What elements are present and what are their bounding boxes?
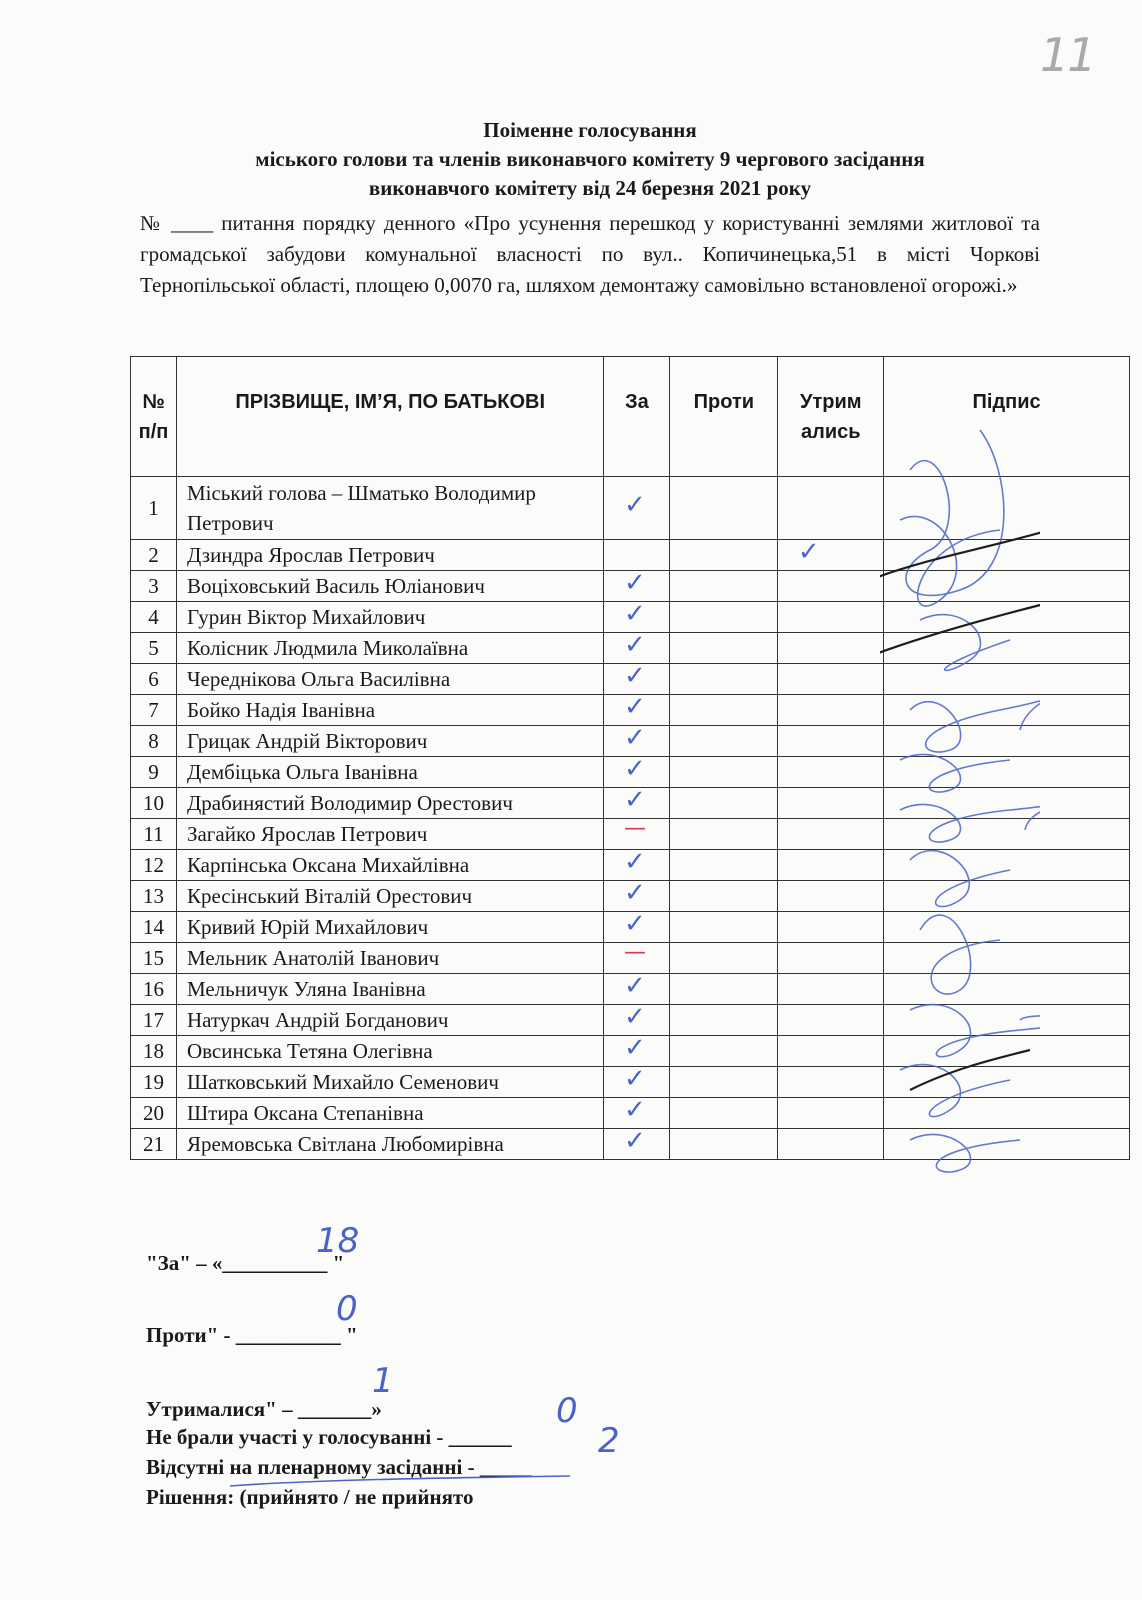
signatures-image bbox=[880, 410, 1040, 1190]
summary-against-value: 0 bbox=[336, 1289, 358, 1329]
row-against bbox=[670, 1098, 778, 1129]
row-against bbox=[670, 1129, 778, 1160]
row-num: 10 bbox=[131, 788, 177, 819]
row-against bbox=[670, 695, 778, 726]
row-num: 12 bbox=[131, 850, 177, 881]
summary-for-value: 18 bbox=[316, 1221, 360, 1261]
row-for bbox=[604, 912, 670, 943]
header-signature: Підпис bbox=[884, 357, 1130, 477]
row-against bbox=[670, 912, 778, 943]
dash-mark: — bbox=[623, 816, 646, 841]
summary-against: Проти" - __________ " bbox=[146, 1323, 358, 1347]
row-name: Дембіцька Ольга Іванівна bbox=[176, 757, 604, 788]
row-abstained bbox=[778, 850, 884, 881]
decision-underline bbox=[230, 1474, 570, 1488]
row-name: Мельничук Уляна Іванівна bbox=[176, 974, 604, 1005]
check-mark: ✓ bbox=[623, 599, 646, 629]
row-num: 19 bbox=[131, 1067, 177, 1098]
row-against bbox=[670, 540, 778, 571]
row-abstained bbox=[778, 943, 884, 974]
check-mark: ✓ bbox=[623, 785, 646, 815]
row-against bbox=[670, 819, 778, 850]
row-name: Воціховський Василь Юліанович bbox=[176, 571, 604, 602]
row-name: Мельник Анатолій Іванович bbox=[176, 943, 604, 974]
row-num: 14 bbox=[131, 912, 177, 943]
title-line-2: міського голови та членів виконавчого комітету 9 чергового засідання bbox=[255, 147, 925, 171]
summary-abstained-value: 1 bbox=[372, 1361, 394, 1401]
row-num: 21 bbox=[131, 1129, 177, 1160]
row-against bbox=[670, 850, 778, 881]
row-for bbox=[604, 1067, 670, 1098]
row-name: Загайко Ярослав Петрович bbox=[176, 819, 604, 850]
document-title bbox=[130, 116, 1050, 203]
row-against bbox=[670, 1036, 778, 1067]
check-mark: ✓ bbox=[623, 847, 646, 877]
row-num: 2 bbox=[131, 540, 177, 571]
row-num: 3 bbox=[131, 571, 177, 602]
row-num: 5 bbox=[131, 633, 177, 664]
row-abstained bbox=[778, 571, 884, 602]
row-against bbox=[670, 788, 778, 819]
row-against bbox=[670, 571, 778, 602]
row-abstained bbox=[778, 695, 884, 726]
check-mark: ✓ bbox=[623, 568, 646, 598]
row-abstained bbox=[778, 881, 884, 912]
row-for bbox=[604, 540, 670, 571]
title-line-3: виконавчого комітету від 24 березня 2021 року bbox=[368, 176, 812, 200]
row-name: Бойко Надія Іванівна bbox=[176, 695, 604, 726]
summary-for: "За" – «__________ " bbox=[146, 1251, 345, 1275]
check-mark: ✓ bbox=[623, 1033, 646, 1063]
row-against bbox=[670, 943, 778, 974]
row-name: Карпінська Оксана Михайлівна bbox=[176, 850, 604, 881]
row-for bbox=[604, 788, 670, 819]
row-name: Шатковський Михайло Семенович bbox=[176, 1067, 604, 1098]
row-abstained bbox=[778, 726, 884, 757]
row-against bbox=[670, 974, 778, 1005]
row-abstained bbox=[778, 974, 884, 1005]
row-name: Кривий Юрій Михайлович bbox=[176, 912, 604, 943]
summary-abstained: Утрималися" – _______» bbox=[146, 1397, 382, 1421]
row-name: Штира Оксана Степанівна bbox=[176, 1098, 604, 1129]
row-abstained bbox=[778, 477, 884, 540]
row-for bbox=[604, 633, 670, 664]
row-against bbox=[670, 1067, 778, 1098]
row-abstained bbox=[778, 819, 884, 850]
row-against bbox=[670, 602, 778, 633]
dash-mark: — bbox=[623, 940, 646, 965]
row-for bbox=[604, 664, 670, 695]
check-mark: ✓ bbox=[623, 1064, 646, 1094]
agenda-question: № ____ питання порядку денного «Про усунення перешкод у користуванні землями житлової та громадської забудови комунальної власності по вул.. Копичинецька,51 в місті Чоркові Тернопільської області, площею 0,0070 га, шляхом демонтажу самовільно встановленої огорожі.» bbox=[140, 211, 1040, 297]
row-abstained bbox=[778, 633, 884, 664]
row-name: Грицак Андрій Вікторович bbox=[176, 726, 604, 757]
header-num: № п/п bbox=[131, 357, 177, 477]
summary-not-participated: Не брали участі у голосуванні - ______ bbox=[146, 1425, 512, 1449]
check-mark: ✓ bbox=[623, 1126, 646, 1156]
check-mark: ✓ bbox=[623, 630, 646, 660]
header-for: За bbox=[604, 357, 670, 477]
row-name: Дзиндра Ярослав Петрович bbox=[176, 540, 604, 571]
row-num: 8 bbox=[131, 726, 177, 757]
check-mark: ✓ bbox=[623, 692, 646, 722]
row-for bbox=[604, 1129, 670, 1160]
row-num: 16 bbox=[131, 974, 177, 1005]
row-abstained bbox=[778, 912, 884, 943]
row-name: Гурин Віктор Михайлович bbox=[176, 602, 604, 633]
row-against bbox=[670, 1005, 778, 1036]
summary-absent-value: 2 bbox=[598, 1421, 620, 1461]
row-for bbox=[604, 477, 670, 540]
row-for bbox=[604, 974, 670, 1005]
row-abstained bbox=[778, 1098, 884, 1129]
row-against bbox=[670, 881, 778, 912]
row-for bbox=[604, 881, 670, 912]
check-mark: ✓ bbox=[623, 490, 646, 520]
row-name: Міський голова – Шматько Володимир Петрович bbox=[176, 477, 604, 540]
row-for bbox=[604, 943, 670, 974]
row-num: 7 bbox=[131, 695, 177, 726]
check-mark: ✓ bbox=[623, 878, 646, 908]
row-against bbox=[670, 757, 778, 788]
row-name: Кресінський Віталій Орестович bbox=[176, 881, 604, 912]
row-name: Череднікова Ольга Василівна bbox=[176, 664, 604, 695]
header-abstained: Утрим ались bbox=[778, 357, 884, 477]
row-num: 15 bbox=[131, 943, 177, 974]
row-name: Натуркач Андрій Богданович bbox=[176, 1005, 604, 1036]
row-num: 9 bbox=[131, 757, 177, 788]
row-name: Яремовська Світлана Любомирівна bbox=[176, 1129, 604, 1160]
row-name: Драбинястий Володимир Орестович bbox=[176, 788, 604, 819]
row-against bbox=[670, 664, 778, 695]
row-num: 4 bbox=[131, 602, 177, 633]
page-number: 11 bbox=[1040, 28, 1095, 82]
check-mark: ✓ bbox=[623, 971, 646, 1001]
row-against bbox=[670, 633, 778, 664]
row-name: Овсинська Тетяна Олегівна bbox=[176, 1036, 604, 1067]
row-abstained bbox=[778, 664, 884, 695]
row-num: 17 bbox=[131, 1005, 177, 1036]
check-mark: ✓ bbox=[623, 754, 646, 784]
row-for bbox=[604, 850, 670, 881]
summary-decision: Рішення: (прийнято / не прийнято bbox=[146, 1485, 474, 1509]
row-for bbox=[604, 1098, 670, 1129]
row-num: 6 bbox=[131, 664, 177, 695]
row-num: 1 bbox=[131, 477, 177, 540]
row-for bbox=[604, 695, 670, 726]
row-against bbox=[670, 726, 778, 757]
summary-absent: Відсутні на пленарному засіданні - _____ bbox=[146, 1455, 533, 1479]
row-name: Колісник Людмила Миколаївна bbox=[176, 633, 604, 664]
row-against bbox=[670, 477, 778, 540]
check-mark: ✓ bbox=[623, 723, 646, 753]
signature-column bbox=[880, 410, 1040, 1190]
check-mark: ✓ bbox=[623, 1002, 646, 1032]
row-abstained bbox=[778, 757, 884, 788]
row-num: 20 bbox=[131, 1098, 177, 1129]
row-for bbox=[604, 819, 670, 850]
row-abstained bbox=[778, 788, 884, 819]
row-abstained bbox=[778, 1005, 884, 1036]
check-mark: ✓ bbox=[623, 909, 646, 939]
check-mark: ✓ bbox=[623, 1095, 646, 1125]
summary-not-participated-value: 0 bbox=[556, 1391, 578, 1431]
row-for bbox=[604, 602, 670, 633]
row-for bbox=[604, 1036, 670, 1067]
row-for bbox=[604, 726, 670, 757]
row-abstained bbox=[778, 1036, 884, 1067]
header-against: Проти bbox=[670, 357, 778, 477]
row-num: 11 bbox=[131, 819, 177, 850]
row-for bbox=[604, 757, 670, 788]
row-abstained bbox=[778, 540, 884, 571]
row-abstained bbox=[778, 602, 884, 633]
row-abstained bbox=[778, 1129, 884, 1160]
row-abstained bbox=[778, 1067, 884, 1098]
check-mark: ✓ bbox=[623, 661, 646, 691]
header-name: ПРІЗВИЩЕ, ІМ’Я, ПО БАТЬКОВІ bbox=[176, 357, 604, 477]
row-for bbox=[604, 571, 670, 602]
row-num: 13 bbox=[131, 881, 177, 912]
check-mark: ✓ bbox=[797, 537, 820, 567]
row-for bbox=[604, 1005, 670, 1036]
title-line-1: Поіменне голосування bbox=[483, 118, 697, 142]
row-num: 18 bbox=[131, 1036, 177, 1067]
